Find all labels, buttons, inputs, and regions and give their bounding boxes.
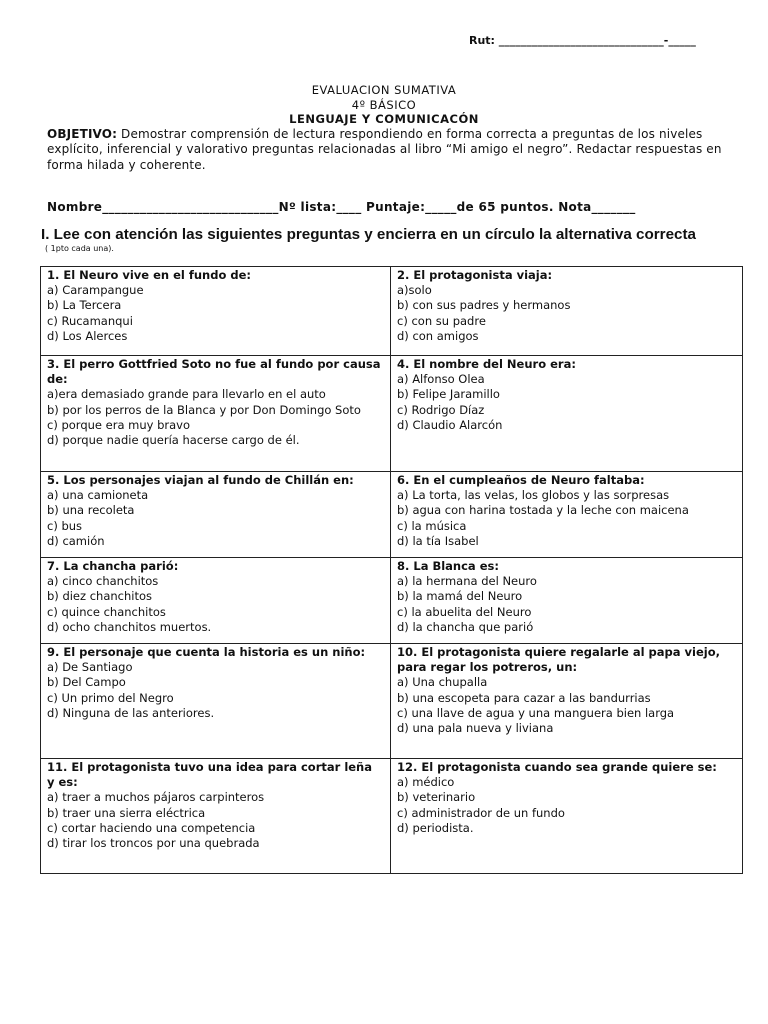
question-cell [41, 759, 391, 874]
answer-option[interactable]: a) la hermana del Neuro [397, 574, 537, 589]
answer-option[interactable]: a) La torta, las velas, los globos y las sorpresas [397, 488, 670, 503]
question-cell [391, 759, 743, 874]
question-text: 3. El perro Gottfried Soto no fue al fundo por causa de: [47, 357, 381, 387]
answer-option[interactable]: c) Rucamanqui [47, 313, 133, 328]
answer-option[interactable]: b) diez chanchitos [47, 589, 152, 604]
answer-option[interactable]: b) traer una sierra eléctrica [47, 805, 206, 820]
question-cell [41, 267, 391, 356]
answer-option[interactable]: b) agua con harina tostada y la leche con maicena [397, 503, 689, 518]
answer-option[interactable]: a) De Santiago [47, 660, 133, 675]
question-row [41, 356, 743, 472]
question-cell [41, 472, 391, 558]
answer-option[interactable]: b) una recoleta [47, 503, 135, 518]
exam-title: EVALUACION SUMATIVA [311, 83, 457, 97]
answer-option[interactable]: c) bus [47, 518, 83, 533]
answer-option[interactable]: c) cortar haciendo una competencia [47, 820, 256, 835]
question-text: 11. El protagonista tuvo una idea para cortar leña y es: [47, 760, 373, 790]
question-text: 7. La chancha parió: [47, 559, 179, 573]
question-cell [391, 472, 743, 558]
answer-option[interactable]: b) la mamá del Neuro [397, 589, 523, 604]
question-cell [391, 558, 743, 644]
section-note: ( 1pto cada una). [45, 244, 114, 253]
questions-table [40, 266, 743, 874]
question-row [41, 644, 743, 759]
answer-option[interactable]: d) tirar los troncos por una quebrada [47, 836, 260, 851]
question-row [41, 472, 743, 558]
answer-option[interactable]: d) una pala nueva y liviana [397, 721, 554, 736]
question-text: 1. El Neuro vive en el fundo de: [47, 268, 251, 282]
question-row [41, 558, 743, 644]
question-text: 2. El protagonista viaja: [397, 268, 553, 282]
answer-option[interactable]: c) con su padre [397, 313, 486, 328]
answer-option[interactable]: b) veterinario [397, 790, 476, 805]
question-text: 4. El nombre del Neuro era: [397, 357, 576, 371]
question-text: 5. Los personajes viajan al fundo de Chillán en: [47, 473, 354, 487]
question-cell [41, 644, 391, 759]
answer-option[interactable]: a)era demasiado grande para llevarlo en el auto [47, 387, 326, 402]
question-row [41, 267, 743, 356]
answer-option[interactable]: d) ocho chanchitos muertos. [47, 619, 212, 634]
student-info-line: Nombre____________________________Nº lista:____ Puntaje:_____de 65 puntos. Nota_______ [47, 200, 636, 214]
answer-option[interactable]: c) la abuelita del Neuro [397, 604, 532, 619]
rut-field: Rut: ______________________________-_____ [469, 34, 696, 47]
answer-option[interactable]: a) Carampangue [47, 283, 144, 298]
answer-option[interactable]: d) Los Alerces [47, 328, 128, 343]
question-cell [391, 267, 743, 356]
answer-option[interactable]: d) la chancha que parió [397, 619, 534, 634]
answer-option[interactable]: b) una escopeta para cazar a las bandurrias [397, 690, 651, 705]
answer-option[interactable]: b) por los perros de la Blanca y por Don Domingo Soto [47, 402, 361, 417]
answer-option[interactable]: a) médico [397, 775, 455, 790]
question-cell [41, 558, 391, 644]
answer-option[interactable]: d) periodista. [397, 820, 474, 835]
question-text: 10. El protagonista quiere regalarle al papa viejo, para regar los potreros, un: [397, 645, 720, 675]
section-title: I. Lee con atención las siguientes preguntas y encierra en un círculo la alternativa correcta [41, 226, 696, 243]
grade-label: 4º BÁSICO [351, 98, 417, 112]
answer-option[interactable]: c) porque era muy bravo [47, 417, 191, 432]
objective-text: Demostrar comprensión de lectura respondiendo en forma correcta a preguntas de los niveles explícito, inferencial y valorativo preguntas relacionadas al libro “Mi amigo el negro”. Redactar respuestas en forma hilada y coherente. [47, 127, 722, 172]
answer-option[interactable]: c) la música [397, 518, 467, 533]
answer-option[interactable]: a) traer a muchos pájaros carpinteros [47, 790, 265, 805]
answer-option[interactable]: d) Ninguna de las anteriores. [47, 705, 215, 720]
answer-option[interactable]: b) Felipe Jaramillo [397, 387, 500, 402]
answer-option[interactable]: a) cinco chanchitos [47, 574, 159, 589]
answer-option[interactable]: c) Un primo del Negro [47, 690, 174, 705]
answer-option[interactable]: d) con amigos [397, 328, 479, 343]
answer-option[interactable]: b) con sus padres y hermanos [397, 298, 571, 313]
question-cell [391, 356, 743, 472]
answer-option[interactable]: d) la tía Isabel [397, 533, 479, 548]
answer-option[interactable]: c) administrador de un fundo [397, 805, 565, 820]
answer-option[interactable]: a) Una chupalla [397, 675, 488, 690]
answer-option[interactable]: d) porque nadie quería hacerse cargo de él. [47, 433, 300, 448]
objective-paragraph [47, 127, 727, 173]
subject-label: LENGUAJE Y COMUNICACÓN [289, 112, 479, 126]
answer-option[interactable]: b) Del Campo [47, 675, 126, 690]
question-text: 12. El protagonista cuando sea grande quiere se: [397, 760, 717, 774]
question-text: 9. El personaje que cuenta la historia es un niño: [47, 645, 366, 659]
objective-label: OBJETIVO: [47, 127, 118, 141]
question-text: 8. La Blanca es: [397, 559, 499, 573]
answer-option[interactable]: d) camión [47, 533, 105, 548]
question-text: 6. En el cumpleaños de Neuro faltaba: [397, 473, 645, 487]
question-cell [41, 356, 391, 472]
answer-option[interactable]: a) una camioneta [47, 488, 149, 503]
answer-option[interactable]: b) La Tercera [47, 298, 122, 313]
question-cell [391, 644, 743, 759]
question-row [41, 759, 743, 874]
answer-option[interactable]: d) Claudio Alarcón [397, 417, 503, 432]
answer-option[interactable]: c) una llave de agua y una manguera bien larga [397, 705, 675, 720]
answer-option[interactable]: a) Alfonso Olea [397, 372, 485, 387]
answer-option[interactable]: c) quince chanchitos [47, 604, 166, 619]
answer-option[interactable]: c) Rodrigo Díaz [397, 402, 485, 417]
answer-option[interactable]: a)solo [397, 283, 432, 298]
